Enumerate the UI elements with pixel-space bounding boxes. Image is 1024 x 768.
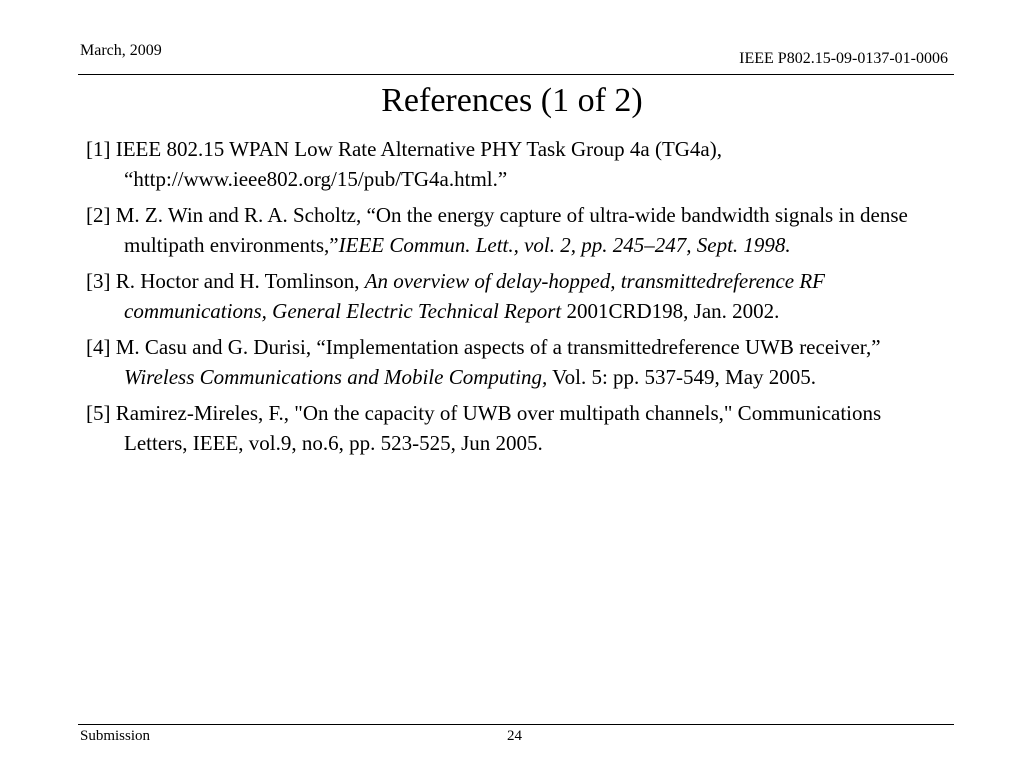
- reference-journal: IEEE Commun. Lett., vol. 2, pp. 245–247, Sept. 1998.: [338, 233, 791, 257]
- page-number: 24: [507, 728, 522, 744]
- reference-text: [5] Ramirez-Mireles, F., "On the capacity of UWB over multipath channels," Communications Letters, IEEE, vol.9, no.6, pp. 523-525, Jun 2005.: [86, 401, 882, 455]
- references-list: [86, 134, 946, 464]
- slide-title: References (1 of 2): [381, 82, 643, 119]
- reference-text: [3] R. Hoctor and H. Tomlinson,: [86, 269, 365, 293]
- reference-item-1: [86, 134, 946, 194]
- reference-text-end: 2001CRD198, Jan. 2002.: [561, 299, 780, 323]
- reference-item-3: [86, 266, 946, 326]
- reference-journal: Wireless Communications and Mobile Computing,: [124, 365, 548, 389]
- reference-text: [4] M. Casu and G. Durisi, “Implementation aspects of a transmittedreference UWB receiver,”: [86, 335, 881, 359]
- reference-item-5: [86, 398, 946, 458]
- reference-text-end: Vol. 5: pp. 537-549, May 2005.: [547, 365, 817, 389]
- reference-title: An overview of delay-hopped, transmittedreference RF communications, General Electric Technical Report: [124, 269, 826, 323]
- header-divider: [78, 74, 954, 75]
- reference-item-2: [86, 200, 946, 260]
- footer-divider: [78, 724, 954, 725]
- reference-item-4: [86, 332, 946, 392]
- reference-text: [1] IEEE 802.15 WPAN Low Rate Alternative PHY Task Group 4a (TG4a), “http://www.ieee802.org/15/pub/TG4a.html.”: [86, 137, 722, 191]
- reference-text: [2] M. Z. Win and R. A. Scholtz, “On the energy capture of ultra-wide bandwidth signals in dense multipath environments,”: [86, 203, 908, 257]
- footer-submission-label: Submission: [80, 728, 151, 744]
- header-document-id: IEEE P802.15-09-0137-01-0006: [739, 50, 948, 67]
- header-date: March, 2009: [80, 42, 162, 59]
